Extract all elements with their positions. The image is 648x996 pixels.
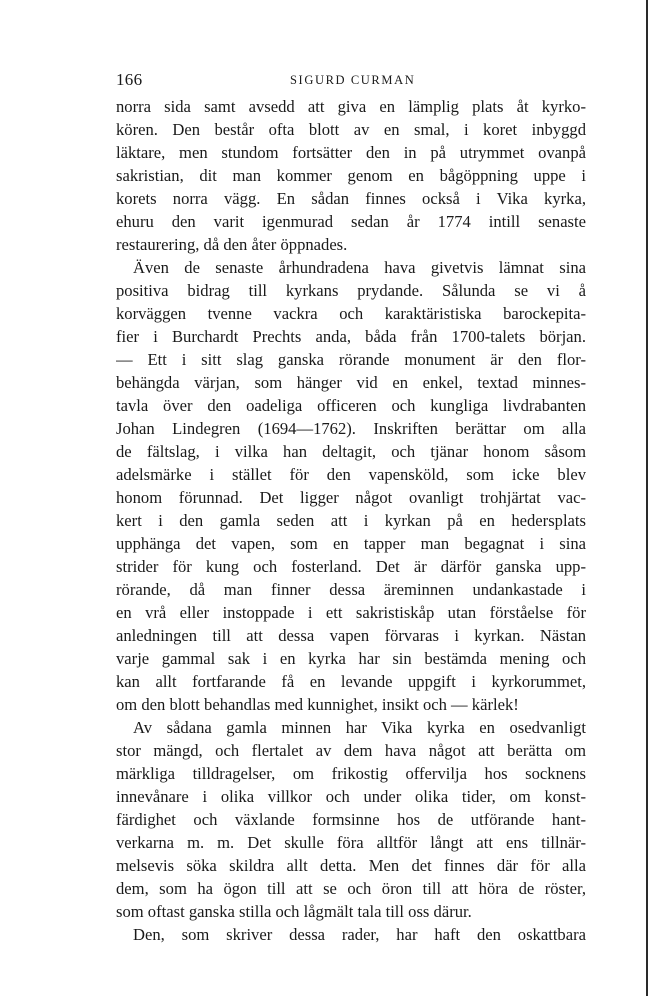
text-line: de fältslag, i vilka han deltagit, och tjänar honom såsom: [116, 442, 586, 461]
text-line: korväggen tvenne vackra och karaktäristiska barockepita-: [116, 304, 586, 323]
text-line: korets norra vägg. En sådan finnes också i Vika kyrka,: [116, 189, 586, 208]
text-line: kan allt fortfarande få en levande uppgift i kyrkorummet,: [116, 672, 586, 691]
text-line: stor mängd, och flertalet av dem hava något att berätta om: [116, 741, 586, 760]
text-line: kert i den gamla seden att i kyrkan på en hedersplats: [116, 511, 586, 530]
text-line: behängda värjan, som hänger vid en enkel, textad minnes-: [116, 373, 586, 392]
text-line: melsevis söka skildra allt detta. Men det finnes där för alla: [116, 856, 586, 875]
text-line: norra sida samt avsedd att giva en lämplig plats åt kyrko-: [116, 97, 586, 116]
text-line: positiva bidrag till kyrkans prydande. Sålunda se vi å: [116, 281, 586, 300]
text-line: adelsmärke i stället för den vapensköld, som icke blev: [116, 465, 586, 484]
text-line: som oftast ganska stilla och lågmält tala till oss därur.: [116, 902, 472, 921]
text-line: strider för kung och fosterland. Det är därför ganska upp-: [116, 557, 586, 576]
text-line: upphänga det vapen, som en tapper man begagnat i sina: [116, 534, 586, 553]
text-line: restaurering, då den åter öppnades.: [116, 235, 348, 254]
page-number: 166: [116, 70, 143, 89]
text-line: anledningen till att dessa vapen förvaras i kyrkan. Nästan: [116, 626, 586, 645]
text-line: fier i Burchardt Prechts anda, båda från 1700-talets början.: [116, 327, 586, 346]
page-header: [116, 70, 586, 92]
text-line: tavla över den oadeliga officeren och kungliga livdrabanten: [116, 396, 586, 415]
text-line: honom förunnad. Det ligger något ovanligt trohjärtat vac-: [116, 488, 586, 507]
text-line: varje gammal sak i en kyrka har sin bestämda mening och: [116, 649, 586, 668]
text-line: Den, som skriver dessa rader, har haft den oskattbara: [133, 925, 586, 944]
text-line: märkliga tilldragelser, om frikostig offervilja hos socknens: [116, 764, 586, 783]
text-line: om den blott behandlas med kunnighet, insikt och — kärlek!: [116, 695, 519, 714]
text-line: färdighet och växlande formsinne hos de utförande hant-: [116, 810, 586, 829]
running-head: SIGURD CURMAN: [290, 73, 416, 87]
text-line: rörande, då man finner dessa äreminnen undankastade i: [116, 580, 586, 599]
text-line: kören. Den består ofta blott av en smal, i koret inbyggd: [116, 120, 586, 139]
text-line: en vrå eller instoppade i ett sakristiskåp utan förståelse för: [116, 603, 586, 622]
text-line: Även de senaste århundradena hava givetvis lämnat sina: [133, 258, 586, 277]
text-line: Johan Lindegren (1694—1762). Inskriften berättar om alla: [116, 419, 586, 438]
body-text: [116, 95, 586, 946]
text-line: verkarna m. m. Det skulle föra alltför långt att ens tillnär-: [116, 833, 586, 852]
text-line: — Ett i sitt slag ganska rörande monument är den flor-: [116, 350, 586, 369]
text-line: dem, som ha ögon till att se och öron till att höra de röster,: [116, 879, 586, 898]
text-line: Av sådana gamla minnen har Vika kyrka en osedvanligt: [133, 718, 586, 737]
text-line: sakristian, dit man kommer genom en bågöppning uppe i: [116, 166, 586, 185]
text-line: läktare, men stundom fortsätter den in på utrymmet ovanpå: [116, 143, 586, 162]
text-line: innevånare i olika villkor och under olika tider, om konst-: [116, 787, 586, 806]
text-line: ehuru den varit igenmurad sedan år 1774 intill senaste: [116, 212, 586, 231]
